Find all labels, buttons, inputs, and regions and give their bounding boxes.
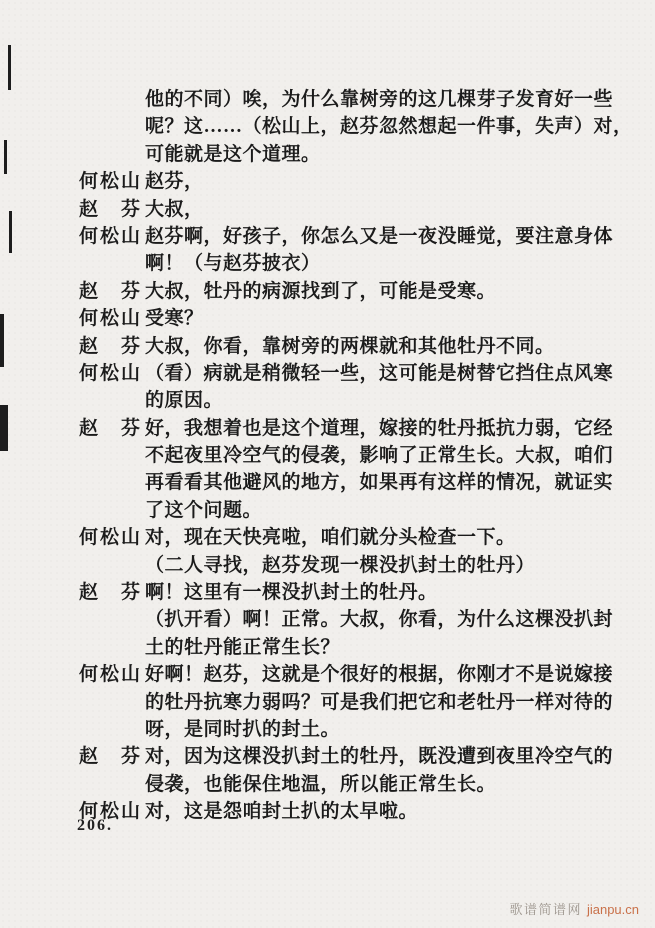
watermark — [509, 899, 639, 918]
scan-artifact-mark — [9, 211, 12, 253]
speaker-name: 何松山 — [79, 362, 143, 384]
dialogue-text: 的牡丹抗寒力弱吗？可是我们把它和老牡丹一样对待的 — [145, 691, 614, 713]
scan-artifact-mark — [8, 45, 11, 90]
script-line — [79, 166, 624, 193]
dialogue-text: （扒开看）啊！正常。大叔，你看，为什么这棵没扒封 — [145, 609, 614, 631]
dialogue-text: 呀，是同时扒的封土。 — [145, 718, 341, 740]
watermark-site-name: 歌谱简谱网 — [509, 902, 582, 917]
dialogue-text: 呢？这……（松山上，赵芬忽然想起一件事，失声）对， — [145, 116, 633, 138]
speaker-name: 赵 芬 — [79, 335, 143, 357]
script-line — [79, 467, 624, 494]
page-number: 206. — [77, 817, 113, 834]
script-line — [79, 385, 624, 412]
script-line — [79, 331, 624, 358]
script-line — [79, 687, 624, 714]
dialogue-text: 不起夜里冷空气的侵袭，影响了正常生长。大叔，咱们 — [145, 445, 614, 467]
speaker-name: 何松山 — [79, 664, 143, 686]
dialogue-text: （看）病就是稍微轻一些，这可能是树替它挡住点风寒 — [145, 362, 614, 384]
dialogue-text: （二人寻找，赵芬发现一棵没扒封土的牡丹） — [145, 554, 536, 576]
script-line — [79, 741, 624, 768]
speaker-name: 何松山 — [79, 801, 143, 823]
scan-artifact-mark — [0, 314, 4, 367]
script-line — [79, 413, 624, 440]
script-line — [79, 194, 624, 221]
script-line — [79, 111, 633, 138]
script-line — [79, 358, 624, 385]
watermark-site-url: jianpu.cn — [586, 902, 639, 917]
dialogue-text: 好，我想着也是这个道理，嫁接的牡丹抵抗力弱，它经 — [145, 417, 614, 439]
script-line — [79, 221, 624, 248]
dialogue-text: 了这个问题。 — [145, 499, 263, 521]
dialogue-text: 对，这是怨咱封土扒的太早啦。 — [145, 801, 419, 823]
script-line — [79, 522, 624, 549]
speaker-name: 赵 芬 — [79, 198, 143, 220]
speaker-name: 赵 芬 — [79, 746, 143, 768]
script-line — [79, 796, 624, 823]
scan-artifact-mark — [4, 140, 7, 174]
script-text-block — [79, 84, 633, 824]
script-line — [79, 495, 624, 522]
script-line — [79, 139, 624, 166]
dialogue-text: 对，现在天快亮啦，咱们就分头检查一下。 — [145, 527, 516, 549]
dialogue-text: 赵芬啊，好孩子，你怎么又是一夜没睡觉，要注意身体 — [145, 225, 614, 247]
dialogue-text: 的原因。 — [145, 390, 224, 412]
speaker-name: 何松山 — [79, 171, 143, 193]
scan-artifact-mark — [0, 405, 8, 451]
speaker-name: 赵 芬 — [79, 417, 143, 439]
script-line — [79, 276, 624, 303]
speaker-name: 何松山 — [79, 527, 143, 549]
dialogue-text: 土的牡丹能正常生长？ — [145, 636, 341, 658]
dialogue-text: 再看看其他避风的地方，如果再有这样的情况，就证实 — [145, 472, 614, 494]
script-line — [79, 248, 624, 275]
script-line — [79, 303, 624, 330]
speaker-name: 赵 芬 — [79, 280, 143, 302]
script-line — [79, 440, 624, 467]
script-line — [79, 84, 624, 111]
dialogue-text: 侵袭，也能保住地温，所以能正常生长。 — [145, 773, 497, 795]
script-line — [79, 632, 624, 659]
dialogue-text: 他的不同）唉，为什么靠树旁的这几棵芽子发育好一些 — [145, 89, 614, 110]
dialogue-text: 可能就是这个道理。 — [145, 143, 321, 165]
script-line — [79, 577, 624, 604]
speaker-name: 何松山 — [79, 308, 143, 330]
script-line — [79, 714, 624, 741]
dialogue-text: 大叔， — [145, 198, 204, 220]
script-line — [79, 550, 624, 577]
script-line — [79, 769, 624, 796]
dialogue-text: 大叔，你看，靠树旁的两棵就和其他牡丹不同。 — [145, 335, 555, 357]
dialogue-text: 受寒？ — [145, 308, 204, 330]
dialogue-text: 好啊！赵芬，这就是个很好的根据，你刚才不是说嫁接 — [145, 664, 614, 686]
script-line — [79, 604, 624, 631]
speaker-name: 何松山 — [79, 225, 143, 247]
script-line — [79, 659, 624, 686]
dialogue-text: 啊！这里有一棵没扒封土的牡丹。 — [145, 582, 438, 604]
dialogue-text: 赵芬， — [145, 171, 204, 193]
speaker-name: 赵 芬 — [79, 582, 143, 604]
dialogue-text: 啊！（与赵芬披衣） — [145, 253, 321, 275]
dialogue-text: 对，因为这棵没扒封土的牡丹，既没遭到夜里冷空气的 — [145, 746, 614, 768]
dialogue-text: 大叔，牡丹的病源找到了，可能是受寒。 — [145, 280, 497, 302]
